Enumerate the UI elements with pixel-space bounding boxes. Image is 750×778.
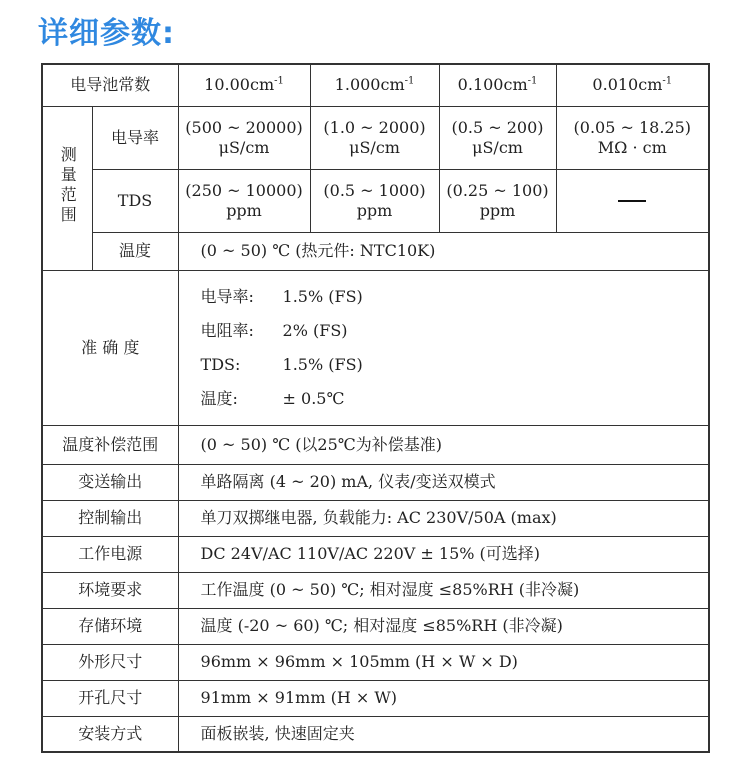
row-value: 91mm × 91mm (H × W): [178, 680, 709, 716]
cell-temperature-value: (0 ~ 50) ℃ (热元件: NTC10K): [178, 232, 709, 270]
table-row: [42, 680, 709, 716]
row-label: 外形尺寸: [42, 644, 178, 680]
not-applicable-dash: [618, 200, 646, 202]
table-row-conductivity: [42, 106, 709, 169]
spec-table: [41, 63, 710, 753]
row-value: (0 ~ 50) ℃ (以25℃为补偿基准): [178, 425, 709, 464]
row-value: DC 24V/AC 110V/AC 220V ± 15% (可选择): [178, 536, 709, 572]
row-value: 96mm × 96mm × 105mm (H × W × D): [178, 644, 709, 680]
cell-constant-1: $10.00cm^{-1}$: [178, 64, 310, 106]
row-label: 安装方式: [42, 716, 178, 752]
measure-range-label: 测量范围: [58, 145, 78, 226]
cell-conductivity-4: (0.05 ~ 18.25) MΩ · cm: [556, 106, 709, 169]
row-label: 变送输出: [42, 464, 178, 500]
row-label: 环境要求: [42, 572, 178, 608]
cell-constant-3: $0.100cm^{-1}$: [439, 64, 556, 106]
table-row: [42, 644, 709, 680]
cell-constant-4: $0.010cm^{-1}$: [556, 64, 709, 106]
row-label: 存储环境: [42, 608, 178, 644]
row-label: 控制输出: [42, 500, 178, 536]
page-title: 详细参数:: [38, 16, 175, 51]
table-row-temperature: [42, 232, 709, 270]
cell-accuracy-values: [178, 270, 709, 425]
row-label: 工作电源: [42, 536, 178, 572]
table-row-tds: [42, 169, 709, 232]
row-value: 单刀双掷继电器, 负载能力: AC 230V/50A (max): [178, 500, 709, 536]
cell-accuracy-label: 准 确 度: [42, 270, 178, 425]
table-row: [42, 572, 709, 608]
row-value: 单路隔离 (4 ~ 20) mA, 仪表/变送双模式: [178, 464, 709, 500]
table-row: [42, 500, 709, 536]
cell-conductivity-3: (0.5 ~ 200) μS/cm: [439, 106, 556, 169]
cell-tds-3: (0.25 ~ 100) ppm: [439, 169, 556, 232]
accuracy-line: TDS: 1.5% (FS): [200, 354, 363, 374]
row-value: 工作温度 (0 ~ 50) ℃; 相对湿度 ≤85%RH (非冷凝): [178, 572, 709, 608]
cell-tds-4: [556, 169, 709, 232]
cell-tds-2: (0.5 ~ 1000) ppm: [310, 169, 439, 232]
cell-constant-label: 电导池常数: [42, 64, 178, 106]
row-label: 温度补偿范围: [42, 425, 178, 464]
cell-tds-label: TDS: [92, 169, 178, 232]
table-row: [42, 608, 709, 644]
cell-temperature-label: 温度: [92, 232, 178, 270]
row-label: 开孔尺寸: [42, 680, 178, 716]
table-row: [42, 716, 709, 752]
row-value: 面板嵌装, 快速固定夹: [178, 716, 709, 752]
accuracy-line: 电导率: 1.5% (FS): [200, 286, 363, 306]
cell-constant-2: $1.000cm^{-1}$: [310, 64, 439, 106]
table-row-cell-constant: [42, 64, 709, 106]
cell-conductivity-2: (1.0 ~ 2000) μS/cm: [310, 106, 439, 169]
accuracy-line: 电阻率: 2% (FS): [200, 320, 348, 340]
cell-tds-1: (250 ~ 10000) ppm: [178, 169, 310, 232]
table-row: [42, 536, 709, 572]
table-row-accuracy: [42, 270, 709, 425]
cell-conductivity-label: 电导率: [92, 106, 178, 169]
row-value: 温度 (-20 ~ 60) ℃; 相对湿度 ≤85%RH (非冷凝): [178, 608, 709, 644]
cell-conductivity-1: (500 ~ 20000) μS/cm: [178, 106, 310, 169]
cell-measure-range-label: [42, 106, 92, 270]
table-row: [42, 464, 709, 500]
table-row: [42, 425, 709, 464]
accuracy-line: 温度: ± 0.5℃: [200, 388, 345, 408]
